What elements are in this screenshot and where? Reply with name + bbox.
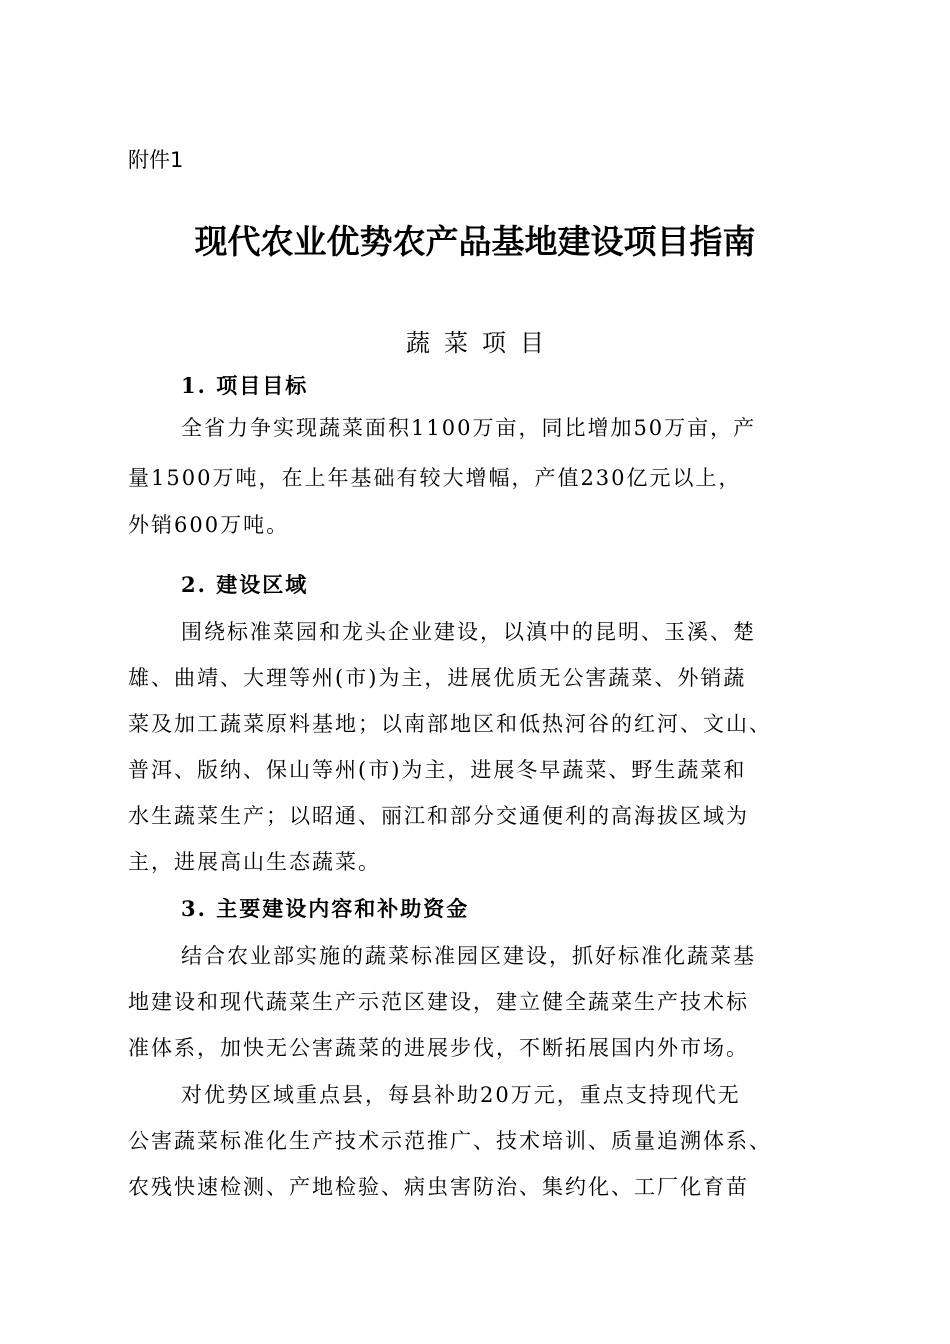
paragraph-line: 水生蔬菜生产；以昭通、丽江和部分交通便利的高海拔区域为 (128, 804, 749, 828)
paragraph-line: 准体系，加快无公害蔬菜的进展步伐，不断拓展国内外市场。 (128, 1036, 749, 1060)
paragraph-line: 公害蔬菜标准化生产技术示范推广、技术培训、质量追溯体系、 (128, 1129, 772, 1153)
paragraph-line: 围绕标准菜园和龙头企业建设，以滇中的昆明、玉溪、楚 (181, 620, 756, 644)
section-heading-goal: 1. 项目目标 (181, 373, 309, 398)
section-title: 蔬菜项目 (406, 329, 558, 357)
paragraph-line: 菜及加工蔬菜原料基地；以南部地区和低热河谷的红河、文山、 (128, 712, 772, 736)
paragraph-line: 结合农业部实施的蔬菜标准园区建设，抓好标准化蔬菜基 (181, 944, 756, 968)
paragraph-line: 农残快速检测、产地检验、病虫害防治、集约化、工厂化育苗 (128, 1175, 749, 1199)
section-heading-content: 3. 主要建设内容和补助资金 (181, 896, 470, 921)
paragraph-line: 对优势区域重点县，每县补助20万元，重点支持现代无 (181, 1083, 741, 1107)
paragraph-line: 普洱、版纳、保山等州(市)为主，进展冬早蔬菜、野生蔬菜和 (128, 758, 747, 782)
paragraph-line: 外销600万吨。 (128, 513, 290, 537)
section-heading-area: 2. 建设区域 (181, 572, 309, 597)
document-title: 现代农业优势农产品基地建设项目指南 (194, 222, 756, 261)
paragraph-line: 全省力争实现蔬菜面积1100万亩，同比增加50万亩，产 (181, 416, 757, 440)
attachment-label: 附件1 (128, 148, 184, 172)
paragraph-line: 雄、曲靖、大理等州(市)为主，进展优质无公害蔬菜、外销蔬 (128, 666, 747, 690)
paragraph-line: 主，进展高山生态蔬菜。 (128, 850, 381, 874)
paragraph-line: 量1500万吨，在上年基础有较大增幅，产值230亿元以上， (128, 466, 742, 490)
paragraph-line: 地建设和现代蔬菜生产示范区建设，建立健全蔬菜生产技术标 (128, 990, 749, 1014)
